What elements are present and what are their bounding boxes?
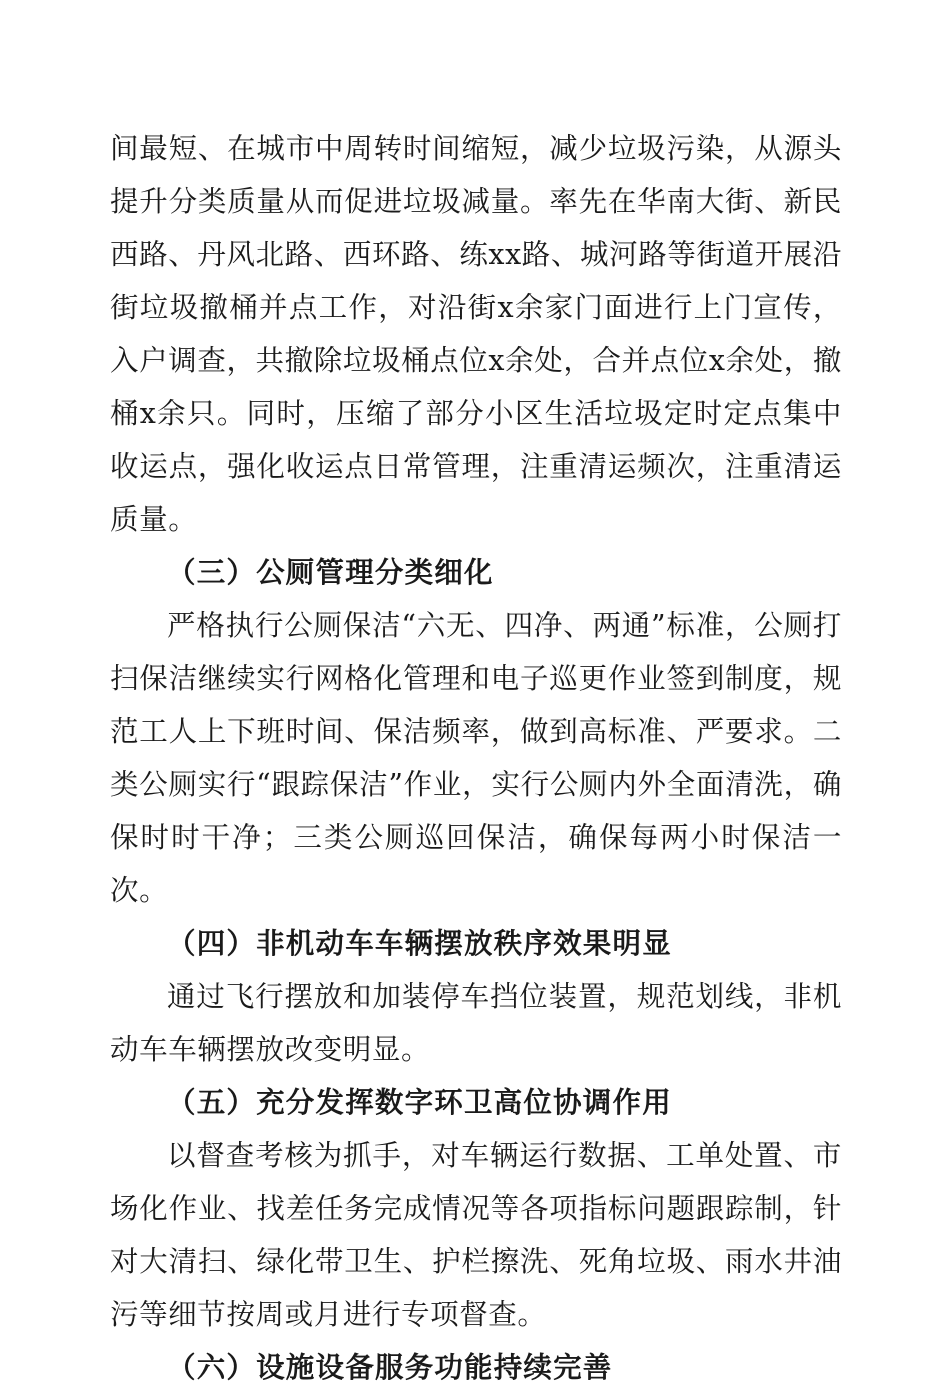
section-heading-three: （三）公厕管理分类细化 [167,555,494,589]
paragraph-three: 严格执行公厕保洁“六无、四净、两通”标准，公厕打扫保洁继续实行网格化管理和电子巡更作业签到制度，规范工人上下班时间、保洁频率，做到高标准、严要求。二类公厕实行“跟踪保洁”作业，实行公厕内外全面清洗，确保时时干净；三类公厕巡回保洁，确保每两小时保洁一次。 [110,609,842,907]
section-heading-five: （五）充分发挥数字环卫高位协调作用 [167,1085,672,1119]
section-heading-four: （四）非机动车车辆摆放秩序效果明显 [167,926,672,960]
document-body [110,122,842,1394]
paragraph-five: 以督查考核为抓手，对车辆运行数据、工单处置、市场化作业、找差任务完成情况等各项指标问题跟踪制，针对大清扫、绿化带卫生、护栏擦洗、死角垃圾、雨水井油污等细节按周或月进行专项督查。 [110,1139,842,1331]
paragraph-continued: 间最短、在城市中周转时间缩短，减少垃圾污染，从源头提升分类质量从而促进垃圾减量。率先在华南大街、新民西路、丹风北路、西环路、练xx路、城河路等街道开展沿街垃圾撤桶并点工作，对沿街x余家门面进行上门宣传，入户调查，共撤除垃圾桶点位x余处，合并点位x余处，撤桶x余只。同时，压缩了部分小区生活垃圾定时定点集中收运点，强化收运点日常管理，注重清运频次，注重清运质量。 [110,132,842,536]
section-heading-six: （六）设施设备服务功能持续完善 [167,1350,613,1384]
paragraph-four: 通过飞行摆放和加装停车挡位装置，规范划线，非机动车车辆摆放改变明显。 [110,980,842,1066]
